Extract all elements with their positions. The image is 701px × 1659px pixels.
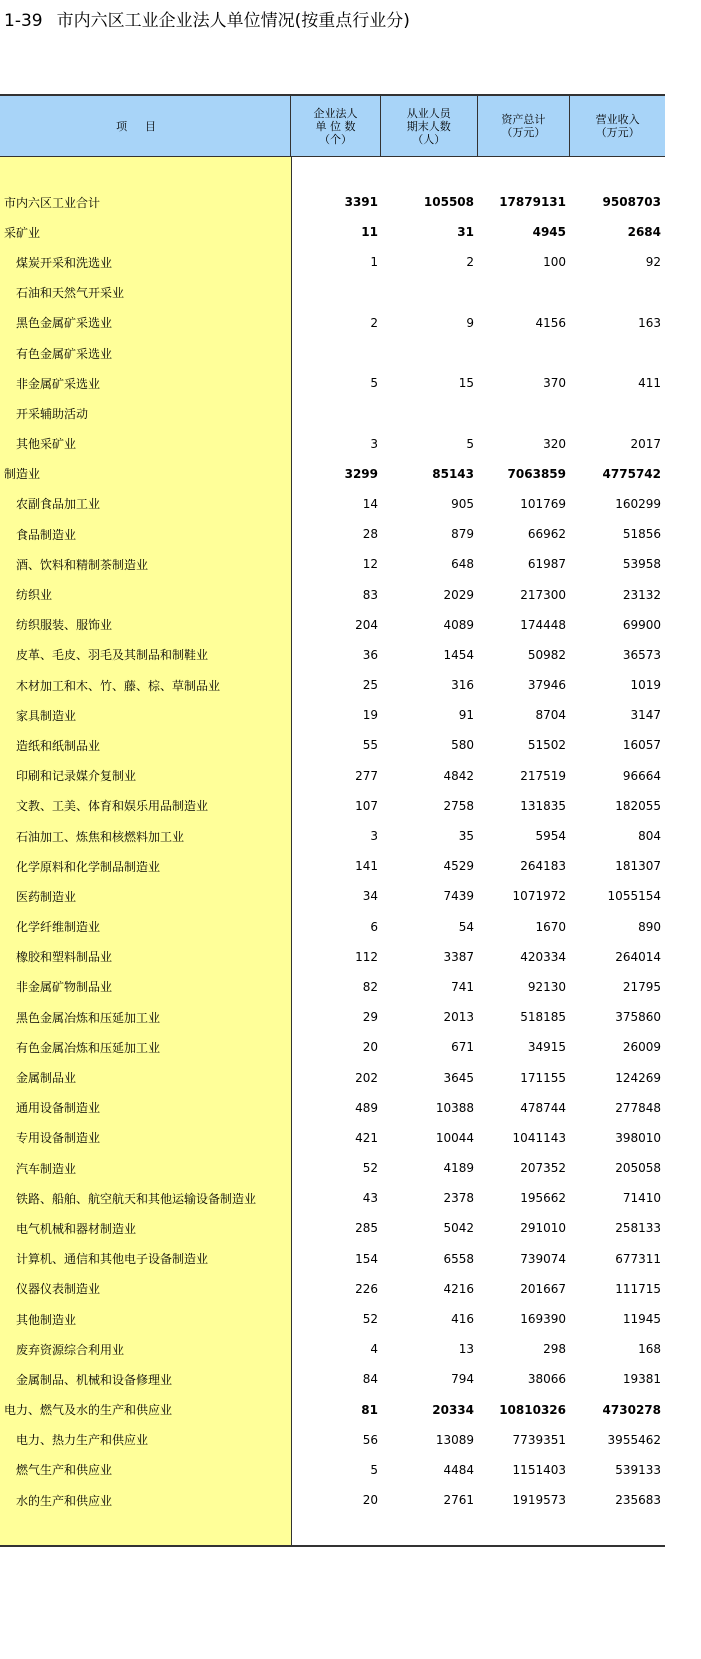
cell-total-assets: 420334 xyxy=(520,949,566,964)
cell-employees: 671 xyxy=(451,1040,474,1055)
cell-total-assets: 739074 xyxy=(520,1251,566,1266)
table-row xyxy=(0,278,665,308)
row-label: 其他采矿业 xyxy=(16,437,77,452)
table-row xyxy=(0,1062,665,1092)
cell-employees: 2378 xyxy=(443,1191,474,1206)
cell-enterprise-count: 107 xyxy=(355,798,378,813)
cell-enterprise-count: 83 xyxy=(362,587,378,602)
cell-total-assets: 174448 xyxy=(520,617,566,632)
cell-employees: 741 xyxy=(451,979,474,994)
cell-employees: 3645 xyxy=(443,1070,474,1085)
cell-revenue: 1055154 xyxy=(607,889,661,904)
cell-enterprise-count: 25 xyxy=(362,678,378,693)
cell-total-assets: 171155 xyxy=(520,1070,566,1085)
table-header xyxy=(0,94,665,157)
table-row xyxy=(0,1425,665,1455)
header-item: 项目 xyxy=(0,96,291,156)
table-row xyxy=(0,398,665,428)
cell-employees: 1454 xyxy=(443,647,474,662)
row-label: 有色金属矿采选业 xyxy=(16,346,113,361)
row-label: 制造业 xyxy=(4,467,41,482)
cell-enterprise-count: 6 xyxy=(370,919,378,934)
row-label: 化学纤维制造业 xyxy=(16,920,101,935)
table-row xyxy=(0,1123,665,1153)
cell-enterprise-count: 29 xyxy=(362,1010,378,1025)
row-label: 石油和天然气开采业 xyxy=(16,286,125,301)
cell-employees: 7439 xyxy=(443,889,474,904)
row-label: 农副食品加工业 xyxy=(16,497,101,512)
row-label: 市内六区工业合计 xyxy=(4,195,101,210)
cell-revenue: 26009 xyxy=(622,1040,661,1055)
cell-revenue: 2684 xyxy=(627,225,661,240)
cell-revenue: 182055 xyxy=(615,798,661,813)
cell-total-assets: 37946 xyxy=(527,678,566,693)
row-label: 文教、工美、体育和娱乐用品制造业 xyxy=(16,799,209,814)
table-row xyxy=(0,1153,665,1183)
cell-enterprise-count: 52 xyxy=(362,1312,378,1327)
table-row xyxy=(0,912,665,942)
cell-revenue: 51856 xyxy=(622,527,661,542)
cell-total-assets: 1919573 xyxy=(512,1493,566,1508)
cell-revenue: 21795 xyxy=(622,979,661,994)
cell-total-assets: 7739351 xyxy=(512,1432,566,1447)
table-rows xyxy=(0,187,665,1515)
cell-employees: 85143 xyxy=(432,466,474,481)
cell-enterprise-count: 226 xyxy=(355,1281,378,1296)
table-row xyxy=(0,1455,665,1485)
row-label: 化学原料和化学制品制造业 xyxy=(16,859,161,874)
cell-employees: 2 xyxy=(466,255,474,270)
row-label: 开采辅助活动 xyxy=(16,406,89,421)
table-row xyxy=(0,1032,665,1062)
cell-total-assets: 61987 xyxy=(527,557,566,572)
table-row xyxy=(0,730,665,760)
cell-employees: 580 xyxy=(451,738,474,753)
cell-total-assets: 34915 xyxy=(527,1040,566,1055)
cell-total-assets: 320 xyxy=(543,436,566,451)
row-label: 黑色金属矿采选业 xyxy=(16,316,113,331)
cell-employees: 105508 xyxy=(423,195,474,210)
header-enterprise-count: 企业法人 单 位 数 （个） xyxy=(291,96,381,156)
table-row xyxy=(0,1395,665,1425)
cell-employees: 3387 xyxy=(443,949,474,964)
cell-enterprise-count: 3 xyxy=(370,436,378,451)
row-label: 家具制造业 xyxy=(16,708,77,723)
cell-revenue: 23132 xyxy=(622,587,661,602)
cell-enterprise-count: 3391 xyxy=(344,195,378,210)
cell-total-assets: 207352 xyxy=(520,1161,566,1176)
cell-enterprise-count: 2 xyxy=(370,315,378,330)
cell-total-assets: 291010 xyxy=(520,1221,566,1236)
row-label: 酒、饮料和精制茶制造业 xyxy=(16,557,149,572)
cell-total-assets: 1071972 xyxy=(512,889,566,904)
cell-total-assets: 478744 xyxy=(520,1100,566,1115)
cell-revenue: 3147 xyxy=(630,708,661,723)
cell-revenue: 1019 xyxy=(630,678,661,693)
cell-total-assets: 8704 xyxy=(535,708,566,723)
row-label: 采矿业 xyxy=(4,225,41,240)
cell-enterprise-count: 56 xyxy=(362,1432,378,1447)
cell-enterprise-count: 154 xyxy=(355,1251,378,1266)
table-row xyxy=(0,1183,665,1213)
cell-revenue: 890 xyxy=(638,919,661,934)
table-row xyxy=(0,640,665,670)
table-row xyxy=(0,579,665,609)
cell-employees: 416 xyxy=(451,1312,474,1327)
cell-employees: 10044 xyxy=(435,1130,474,1145)
header-employees: 从业人员 期末人数 （人） xyxy=(381,96,478,156)
header-revenue: 营业收入 （万元） xyxy=(595,113,640,139)
cell-total-assets: 50982 xyxy=(527,647,566,662)
row-label: 金属制品业 xyxy=(16,1071,77,1086)
cell-enterprise-count: 5 xyxy=(370,376,378,391)
row-label: 有色金属冶炼和压延加工业 xyxy=(16,1040,161,1055)
cell-enterprise-count: 28 xyxy=(362,527,378,542)
cell-revenue: 163 xyxy=(638,315,661,330)
table-row xyxy=(0,670,665,700)
cell-total-assets: 10810326 xyxy=(499,1402,566,1417)
table-row xyxy=(0,821,665,851)
table-row xyxy=(0,368,665,398)
cell-total-assets: 92130 xyxy=(527,979,566,994)
cell-employees: 31 xyxy=(457,225,474,240)
cell-enterprise-count: 34 xyxy=(362,889,378,904)
table-row xyxy=(0,519,665,549)
row-label: 废弃资源综合利用业 xyxy=(16,1342,125,1357)
cell-enterprise-count: 277 xyxy=(355,768,378,783)
table-row xyxy=(0,1485,665,1515)
cell-revenue: 96664 xyxy=(622,768,661,783)
cell-revenue: 411 xyxy=(638,376,661,391)
cell-enterprise-count: 5 xyxy=(370,1462,378,1477)
cell-enterprise-count: 141 xyxy=(355,859,378,874)
table-row xyxy=(0,1244,665,1274)
cell-revenue: 3955462 xyxy=(607,1432,661,1447)
cell-revenue: 4775742 xyxy=(602,466,661,481)
cell-revenue: 264014 xyxy=(615,949,661,964)
cell-employees: 5042 xyxy=(443,1221,474,1236)
row-label: 仪器仪表制造业 xyxy=(16,1282,101,1297)
cell-employees: 91 xyxy=(458,708,474,723)
cell-revenue: 539133 xyxy=(615,1462,661,1477)
cell-total-assets: 217300 xyxy=(520,587,566,602)
cell-total-assets: 1151403 xyxy=(512,1462,566,1477)
cell-employees: 2029 xyxy=(443,587,474,602)
cell-revenue: 375860 xyxy=(615,1010,661,1025)
cell-total-assets: 195662 xyxy=(520,1191,566,1206)
cell-enterprise-count: 285 xyxy=(355,1221,378,1236)
table-row xyxy=(0,1304,665,1334)
cell-enterprise-count: 36 xyxy=(362,647,378,662)
row-label: 通用设备制造业 xyxy=(16,1101,101,1116)
cell-employees: 648 xyxy=(451,557,474,572)
row-label: 食品制造业 xyxy=(16,527,77,542)
cell-total-assets: 4156 xyxy=(535,315,566,330)
table-row xyxy=(0,942,665,972)
cell-enterprise-count: 43 xyxy=(362,1191,378,1206)
row-label: 皮革、毛皮、羽毛及其制品和制鞋业 xyxy=(16,648,209,663)
cell-employees: 10388 xyxy=(435,1100,474,1115)
cell-employees: 905 xyxy=(451,496,474,511)
cell-revenue: 16057 xyxy=(622,738,661,753)
cell-revenue: 235683 xyxy=(615,1493,661,1508)
cell-employees: 9 xyxy=(466,315,474,330)
cell-employees: 15 xyxy=(458,376,474,391)
table-row xyxy=(0,308,665,338)
table-row xyxy=(0,1364,665,1394)
cell-employees: 794 xyxy=(451,1372,474,1387)
cell-total-assets: 201667 xyxy=(520,1281,566,1296)
row-label: 其他制造业 xyxy=(16,1312,77,1327)
cell-employees: 2013 xyxy=(443,1010,474,1025)
cell-total-assets: 370 xyxy=(543,376,566,391)
table-row xyxy=(0,761,665,791)
cell-total-assets: 7063859 xyxy=(507,466,566,481)
cell-total-assets: 298 xyxy=(543,1342,566,1357)
table-row xyxy=(0,700,665,730)
row-label: 医药制造业 xyxy=(16,889,77,904)
table-row xyxy=(0,429,665,459)
cell-employees: 2761 xyxy=(443,1493,474,1508)
cell-total-assets: 100 xyxy=(543,255,566,270)
table-row xyxy=(0,881,665,911)
cell-revenue: 277848 xyxy=(615,1100,661,1115)
cell-enterprise-count: 421 xyxy=(355,1130,378,1145)
table-row xyxy=(0,1334,665,1364)
cell-enterprise-count: 55 xyxy=(362,738,378,753)
table-row xyxy=(0,247,665,277)
row-label: 印刷和记录媒介复制业 xyxy=(16,769,137,784)
cell-enterprise-count: 3 xyxy=(370,829,378,844)
cell-enterprise-count: 4 xyxy=(370,1342,378,1357)
cell-revenue: 11945 xyxy=(622,1312,661,1327)
cell-enterprise-count: 3299 xyxy=(344,466,378,481)
cell-revenue: 168 xyxy=(638,1342,661,1357)
cell-revenue: 181307 xyxy=(615,859,661,874)
table-row xyxy=(0,217,665,247)
row-label: 计算机、通信和其他电子设备制造业 xyxy=(16,1252,209,1267)
cell-total-assets: 101769 xyxy=(520,496,566,511)
cell-revenue: 677311 xyxy=(615,1251,661,1266)
cell-enterprise-count: 20 xyxy=(362,1040,378,1055)
row-label: 燃气生产和供应业 xyxy=(16,1463,113,1478)
cell-enterprise-count: 202 xyxy=(355,1070,378,1085)
row-label: 水的生产和供应业 xyxy=(16,1493,113,1508)
cell-revenue: 36573 xyxy=(622,647,661,662)
cell-revenue: 2017 xyxy=(630,436,661,451)
cell-enterprise-count: 11 xyxy=(361,225,378,240)
cell-revenue: 205058 xyxy=(615,1161,661,1176)
table-row xyxy=(0,972,665,1002)
table-body xyxy=(0,157,665,1547)
cell-enterprise-count: 1 xyxy=(370,255,378,270)
cell-enterprise-count: 12 xyxy=(362,557,378,572)
cell-revenue: 804 xyxy=(638,829,661,844)
cell-revenue: 69900 xyxy=(622,617,661,632)
row-label: 煤炭开采和洗选业 xyxy=(16,255,113,270)
cell-total-assets: 518185 xyxy=(520,1010,566,1025)
cell-revenue: 92 xyxy=(645,255,661,270)
row-label: 黑色金属冶炼和压延加工业 xyxy=(16,1010,161,1025)
row-label: 电力、热力生产和供应业 xyxy=(16,1433,149,1448)
cell-total-assets: 38066 xyxy=(527,1372,566,1387)
cell-enterprise-count: 489 xyxy=(355,1100,378,1115)
cell-employees: 13 xyxy=(458,1342,474,1357)
row-label: 造纸和纸制品业 xyxy=(16,738,101,753)
cell-employees: 35 xyxy=(458,829,474,844)
row-label: 铁路、船舶、航空航天和其他运输设备制造业 xyxy=(16,1191,257,1206)
cell-revenue: 19381 xyxy=(622,1372,661,1387)
cell-employees: 4842 xyxy=(443,768,474,783)
cell-total-assets: 217519 xyxy=(520,768,566,783)
cell-employees: 4089 xyxy=(443,617,474,632)
cell-employees: 54 xyxy=(458,919,474,934)
table-row xyxy=(0,851,665,881)
row-label: 纺织服装、服饰业 xyxy=(16,618,113,633)
table-number: 1-39 xyxy=(4,11,43,31)
cell-employees: 4529 xyxy=(443,859,474,874)
cell-total-assets: 4945 xyxy=(532,225,566,240)
cell-total-assets: 66962 xyxy=(527,527,566,542)
table-row xyxy=(0,187,665,217)
cell-enterprise-count: 112 xyxy=(355,949,378,964)
row-label: 石油加工、炼焦和核燃料加工业 xyxy=(16,829,185,844)
cell-total-assets: 51502 xyxy=(527,738,566,753)
cell-employees: 5 xyxy=(466,436,474,451)
cell-revenue: 53958 xyxy=(622,557,661,572)
table-row xyxy=(0,1002,665,1032)
row-label: 电力、燃气及水的生产和供应业 xyxy=(4,1403,173,1418)
row-label: 汽车制造业 xyxy=(16,1161,77,1176)
cell-total-assets: 264183 xyxy=(520,859,566,874)
row-label: 木材加工和木、竹、藤、棕、草制品业 xyxy=(16,678,221,693)
table-row xyxy=(0,459,665,489)
row-label: 电气机械和器材制造业 xyxy=(16,1221,137,1236)
cell-revenue: 111715 xyxy=(615,1281,661,1296)
table-row xyxy=(0,1274,665,1304)
cell-total-assets: 1041143 xyxy=(512,1130,566,1145)
cell-employees: 316 xyxy=(451,678,474,693)
cell-total-assets: 131835 xyxy=(520,798,566,813)
data-table xyxy=(0,94,665,1547)
header-total-assets: 资产总计 （万元） xyxy=(478,96,571,156)
table-row xyxy=(0,338,665,368)
cell-revenue: 124269 xyxy=(615,1070,661,1085)
row-label: 专用设备制造业 xyxy=(16,1131,101,1146)
table-row xyxy=(0,1093,665,1123)
table-title: 市内六区工业企业法人单位情况(按重点行业分) xyxy=(56,11,410,31)
cell-employees: 2758 xyxy=(443,798,474,813)
cell-employees: 4216 xyxy=(443,1281,474,1296)
cell-enterprise-count: 14 xyxy=(362,496,378,511)
cell-revenue: 4730278 xyxy=(602,1402,661,1417)
cell-employees: 13089 xyxy=(435,1432,474,1447)
table-row xyxy=(0,549,665,579)
cell-employees: 4189 xyxy=(443,1161,474,1176)
cell-employees: 879 xyxy=(451,527,474,542)
row-label: 金属制品、机械和设备修理业 xyxy=(16,1372,173,1387)
row-label: 非金属矿采选业 xyxy=(16,376,101,391)
cell-revenue: 258133 xyxy=(615,1221,661,1236)
cell-total-assets: 169390 xyxy=(520,1312,566,1327)
table-row xyxy=(0,610,665,640)
table-row xyxy=(0,1213,665,1243)
row-label: 纺织业 xyxy=(16,588,53,603)
row-label: 非金属矿物制品业 xyxy=(16,980,113,995)
cell-employees: 20334 xyxy=(432,1402,474,1417)
cell-enterprise-count: 81 xyxy=(361,1402,378,1417)
cell-revenue: 398010 xyxy=(615,1130,661,1145)
table-row xyxy=(0,489,665,519)
page-title xyxy=(4,6,410,31)
cell-revenue: 71410 xyxy=(622,1191,661,1206)
cell-total-assets: 5954 xyxy=(535,829,566,844)
cell-revenue: 9508703 xyxy=(602,195,661,210)
cell-enterprise-count: 84 xyxy=(362,1372,378,1387)
cell-employees: 4484 xyxy=(443,1462,474,1477)
cell-enterprise-count: 20 xyxy=(362,1493,378,1508)
cell-enterprise-count: 204 xyxy=(355,617,378,632)
table-row xyxy=(0,791,665,821)
cell-total-assets: 1670 xyxy=(535,919,566,934)
cell-total-assets: 17879131 xyxy=(499,195,566,210)
cell-enterprise-count: 52 xyxy=(362,1161,378,1176)
cell-enterprise-count: 82 xyxy=(362,979,378,994)
cell-enterprise-count: 19 xyxy=(362,708,378,723)
cell-employees: 6558 xyxy=(443,1251,474,1266)
row-label: 橡胶和塑料制品业 xyxy=(16,950,113,965)
cell-revenue: 160299 xyxy=(615,496,661,511)
